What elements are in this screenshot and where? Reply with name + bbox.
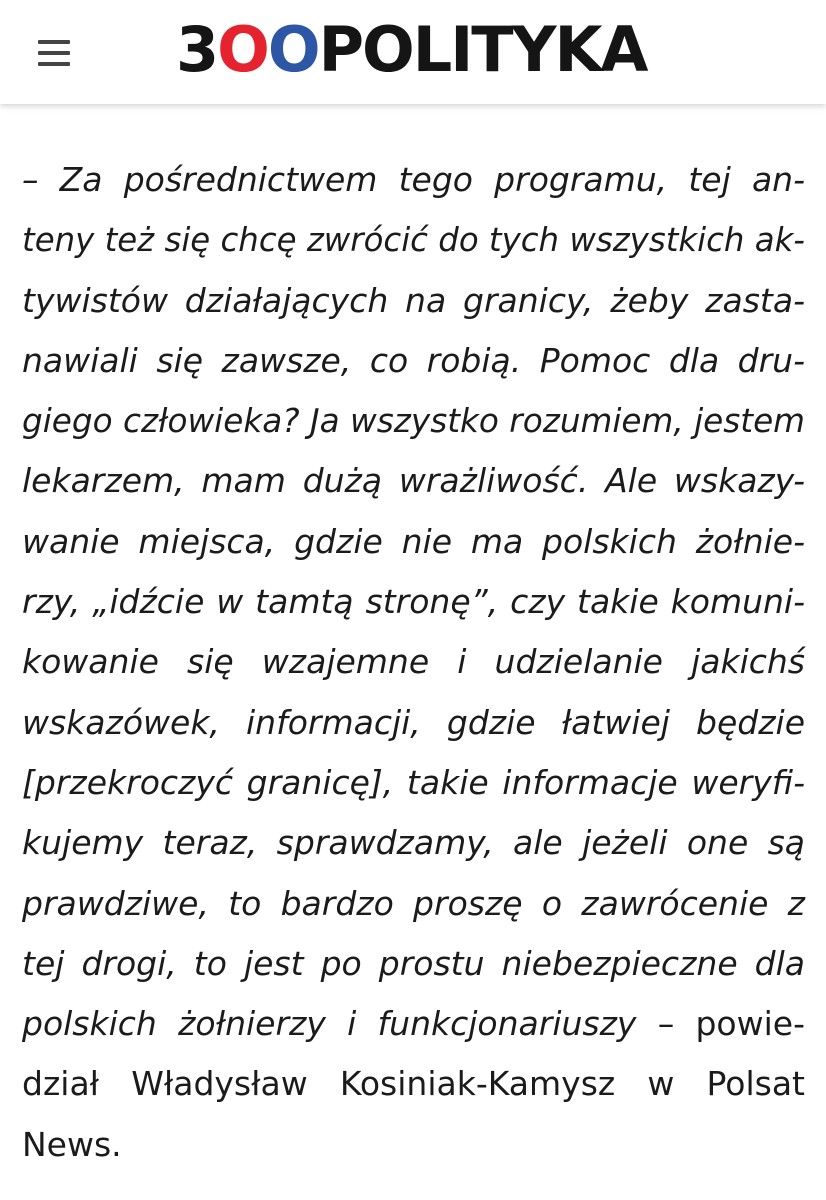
top-app-bar — [0, 0, 826, 104]
article-line: tej drogi, to jest po prostu niebezpieczne dla — [22, 943, 805, 983]
article-quote — [22, 150, 805, 1175]
article-line: lekarzem, mam dużą wrażliwość. Ale wskazy- — [22, 461, 805, 501]
article-line: tywistów działających na granicy, żeby zasta- — [22, 280, 805, 320]
article-line: prawdziwe, to bardzo proszę o zawrócenie z — [22, 883, 805, 923]
article-line: wskazówek, informacji, gdzie łatwiej będzie — [22, 702, 805, 742]
quote-end: polskich żołnierzy i funkcjonariuszy — [22, 1004, 637, 1044]
attribution-start: – powie- — [636, 1004, 805, 1044]
article-line: – Za pośrednictwem tego programu, tej an- — [22, 160, 805, 199]
attribution-line: dział Władysław Kosiniak-Kamysz w Polsat — [22, 1064, 805, 1104]
logo-part: O — [267, 13, 319, 86]
article-line: rzy, „idźcie w tamtą stronę”, czy takie komuni- — [22, 582, 805, 622]
article-line: giego człowieka? Ja wszystko rozumiem, jestem — [22, 401, 805, 441]
article-line: [przekroczyć granicę], takie informacje weryfi- — [22, 762, 805, 802]
article-line: wanie miejsca, gdzie nie ma polskich żołnie- — [22, 521, 805, 561]
hamburger-menu-icon[interactable] — [38, 40, 70, 66]
logo-part: 3 — [176, 13, 218, 86]
article-line: teny też się chcę zwrócić do tych wszystkich ak- — [22, 220, 805, 260]
attribution-line: News. — [22, 1124, 122, 1164]
logo-part: O — [217, 13, 268, 86]
article-line: nawiali się zawsze, co robią. Pomoc dla dru- — [22, 340, 805, 380]
article-line: kujemy teraz, sprawdzamy, ale jeżeli one są — [22, 823, 805, 863]
logo-part: POLITYKA — [318, 13, 647, 86]
article-line-mixed — [22, 994, 805, 1054]
site-logo[interactable] — [176, 8, 647, 92]
article-line: kowanie się wzajemne i udzielanie jakichś — [22, 642, 805, 682]
